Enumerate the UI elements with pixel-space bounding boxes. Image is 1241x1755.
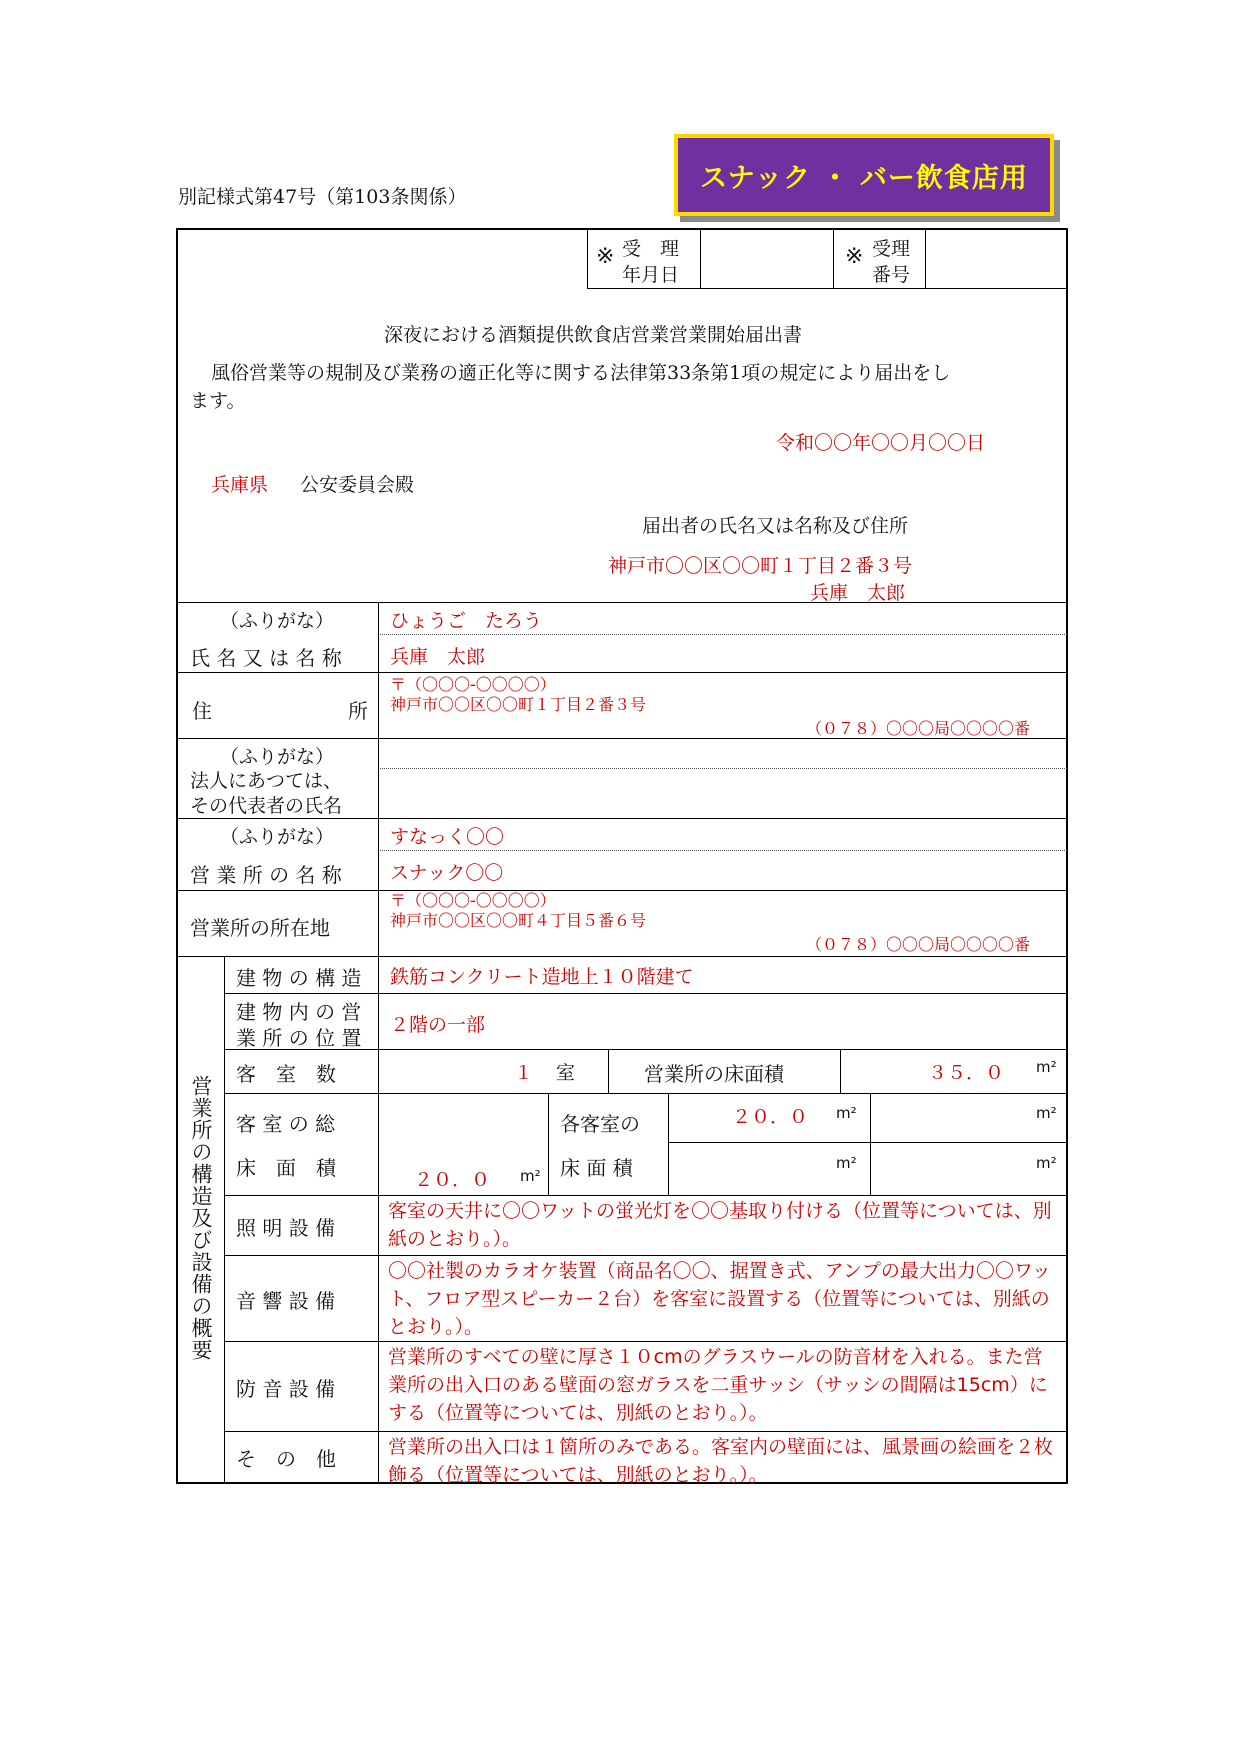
lighting-label: 照 明 設 備 (236, 1216, 336, 1240)
soundproof-label: 防 音 設 備 (236, 1377, 336, 1401)
floor-area-label: 営業所の床面積 (644, 1062, 784, 1086)
building-value[interactable]: 鉄筋コンクリート造地上１０階建て (390, 966, 694, 988)
name-furigana-label: （ふりがな） (220, 610, 335, 632)
each-room-unit-4: m² (1036, 1154, 1057, 1172)
address-value[interactable]: 神戸市〇〇区〇〇町１丁目２番３号 (390, 695, 647, 714)
each-room-unit-3: m² (836, 1154, 857, 1172)
rooms-label: 客 室 数 (236, 1062, 336, 1086)
building-label: 建 物 の 構 造 (236, 966, 362, 990)
body-text-line-1: 風俗営業等の規制及び業務の適正化等に関する法律第33条第1項の規定により届出をし (211, 362, 951, 384)
each-room-unit-2: m² (1036, 1104, 1057, 1122)
receipt-number-label-2: 番号 (872, 264, 911, 286)
biz-location-label: 営業所の所在地 (190, 916, 330, 940)
total-floor-value[interactable]: ２０．０ (414, 1169, 491, 1191)
addressee: 公安委員会殿 (300, 474, 415, 496)
receipt-number-label: 受理 (872, 238, 911, 260)
total-floor-label: 客 室 の 総 (236, 1112, 336, 1136)
rep-furigana-label: （ふりがな） (220, 746, 335, 768)
applicant-address: 神戸市〇〇区〇〇町１丁目２番３号 (608, 555, 913, 577)
body-text-line-2: ます。 (190, 390, 246, 412)
prefecture: 兵庫県 (211, 474, 269, 496)
biz-address[interactable]: 神戸市〇〇区〇〇町４丁目５番６号 (390, 911, 647, 930)
form-number: 別記様式第47号（第103条関係） (178, 186, 467, 208)
soundproof-value[interactable]: 営業所のすべての壁に厚さ１０cmのグラスウールの防音材を入れる。また営業所の出入口のある壁面の窓ガラスを二重サッシ（サッシの間隔は15cm）にする（位置等については、別紙のとおり。）。 (388, 1346, 1048, 1424)
lighting-value[interactable]: 客室の天井に〇〇ワットの蛍光灯を〇〇基取り付ける（位置等については、別紙のとおり。）。 (388, 1200, 1052, 1250)
sound-label: 音 響 設 備 (236, 1289, 336, 1313)
receipt-date-label: 受 理 (622, 238, 680, 260)
address-postal[interactable]: 〒（〇〇〇-〇〇〇〇） (390, 675, 556, 694)
position-label: 建 物 内 の 営 (236, 1000, 362, 1024)
biz-furigana-label: （ふりがな） (220, 826, 335, 848)
each-room-value-1[interactable]: ２０．０ (732, 1106, 809, 1128)
sound-value[interactable]: 〇〇社製のカラオケ装置（商品名〇〇、据置き式、アンプの最大出力〇〇ワット、フロア型スピーカー２台）を客室に設置する（位置等については、別紙のとおり。）。 (388, 1260, 1051, 1338)
document-title: 深夜における酒類提供飲食店営業営業開始届出書 (384, 324, 803, 346)
category-banner: スナック ・ バー飲食店用 (674, 134, 1054, 216)
submission-date: 令和〇〇年〇〇月〇〇日 (776, 432, 986, 454)
name-furigana-value[interactable]: ひょうご たろう (390, 610, 543, 632)
rooms-unit: 室 (556, 1062, 576, 1084)
rooms-value[interactable]: １ (514, 1062, 534, 1084)
total-floor-unit: m² (520, 1167, 541, 1185)
other-value[interactable]: 営業所の出入口は１箇所のみである。客室内の壁面には、風景画の絵画を２枚飾る（位置等については、別紙のとおり。）。 (388, 1436, 1054, 1486)
rep-label-2: その代表者の氏名 (190, 795, 343, 817)
other-label: そ の 他 (236, 1447, 336, 1471)
position-value[interactable]: ２階の一部 (390, 1014, 486, 1036)
address-phone[interactable]: （０７８）〇〇〇局〇〇〇〇番 (806, 719, 1031, 738)
applicant-name: 兵庫 太郎 (810, 582, 906, 604)
biz-postal[interactable]: 〒（〇〇〇-〇〇〇〇） (390, 891, 556, 910)
name-label: 氏 名 又 は 名 称 (190, 646, 342, 670)
rep-label: 法人にあつては、 (190, 770, 343, 792)
name-value[interactable]: 兵庫 太郎 (390, 646, 486, 668)
receipt-date-label-2: 年月日 (622, 264, 680, 286)
biz-phone[interactable]: （０７８）〇〇〇局〇〇〇〇番 (806, 935, 1031, 954)
receipt-mark: ※ (596, 244, 615, 269)
each-room-label-2: 床 面 積 (560, 1156, 633, 1180)
receipt-number-mark: ※ (845, 244, 864, 269)
biz-furigana-value[interactable]: すなっく〇〇 (390, 826, 505, 848)
each-room-unit-1: m² (836, 1104, 857, 1122)
structure-side-label: 営業所の構造及び設備の概要 (189, 1075, 213, 1361)
applicant-caption: 届出者の氏名又は名称及び住所 (642, 515, 909, 537)
address-label: 住 (192, 699, 212, 723)
floor-area-unit: m² (1036, 1058, 1057, 1076)
biz-name-label: 営 業 所 の 名 称 (190, 863, 342, 887)
biz-name-value[interactable]: スナック〇〇 (390, 862, 504, 884)
position-label-2: 業 所 の 位 置 (236, 1026, 362, 1050)
floor-area-value[interactable]: ３５．０ (928, 1062, 1005, 1084)
address-label-2: 所 (348, 699, 368, 723)
total-floor-label-2: 床 面 積 (236, 1156, 336, 1180)
each-room-label: 各客室の (560, 1112, 640, 1136)
